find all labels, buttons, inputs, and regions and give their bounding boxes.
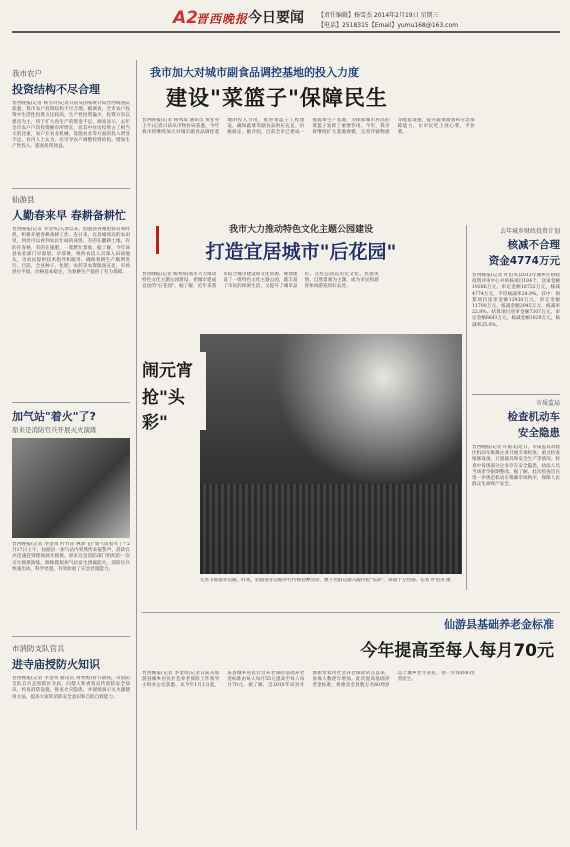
- section-title: 今日要闻: [248, 10, 304, 26]
- article-body: 晋西晚报(记者 李金凤)记者日前从仙游县城乡居民社会养老保险工作领导小组办公室获悉，从今年1月1日起，该县城乡居民社会养老保险基础养老金标准由每人每月55元提高至每人每月70元。据了解，自2010年该县开展新型农村社会养老保险试点以来，参保人数逐年增加。此次提高基础养老金标准，将惠及全县数万名60周岁以上城乡老年居民，进一步保障和改善民生。: [142, 671, 475, 689]
- contact-line: 【电话】2518315【Email】yumu168@163.com: [318, 22, 458, 29]
- kicker: 我市农户: [12, 69, 42, 78]
- kicker: 市质监局: [535, 400, 560, 407]
- divider: [12, 636, 130, 637]
- headline: 建设"菜篮子"保障民生: [166, 86, 388, 110]
- masthead-rule: [12, 31, 560, 33]
- article-body: 晋西晚报(记者 叶伯英)2013年城乡区财政投资评审中心共审核项目184个，送审金额19286万元，审定金额18732万元，核减4774万元，平均核减率24.9%。其中：预算项目送审金额12930万元，审定金额11700万元，核减金额2945万元，核减率22.8%。结算项目送审金额7307万元，审定金额6643万元，核减金额1829万元，核减率25.0%。: [472, 273, 560, 328]
- article-body: 晋西晚报(记者 杨秀琼)我市大力推动特色文化主题公园建设，把城市建成宜居的"后花园"。据了解，近年来我市结合城市建设和文化资源，规划建设了一批特色文化主题公园，既丰富了市民的休闲生活，又提升了城市品位。这些公园以历史文化、民俗风情、自然景观为主题，成为市民和游客休闲游览的好去处。: [142, 272, 379, 290]
- article-body: 晋西晚报(记者 李金凤 叶竹萍 林梦飞)"加气站着火了!"2月17日上午，仙游县一加气站内突然传来报警声，消防官兵迅速赶到现场展开救援。原来这是消防部门组织的一次灭火救援演练。演练模拟加气站发生泄漏起火，消防官兵快速出动、科学处置，有效检验了应急处置能力。: [12, 542, 130, 572]
- article-body: 晋西晚报(记者 杨雪玲)记者日前从国家统计局晋西调查队获悉，我市农户投资结构不尽合理。据调查，全市农户投资中生活性投资占比较高，生产性投资偏少，投资方向以建房为主，用于扩大再生产的资金不足。调查显示，去年全市农户户均投资额有所增长，但其中住房投资占了相当大的比重，农户在农业机械、设施农业等方面的投入明显不足。业内人士认为，应引导农户调整投资结构，增加生产性投入，提高投资效益。: [12, 101, 130, 150]
- drill-photo: [12, 438, 130, 538]
- left-column-divider: [136, 60, 137, 830]
- lantern-festival-photo: [200, 334, 462, 574]
- accent-bar: [156, 226, 159, 254]
- headline: 加气站"着火"了?: [12, 410, 96, 423]
- crowd-texture: [200, 484, 462, 574]
- headline: 打造宜居城市"后花园": [205, 241, 397, 263]
- subtitle: 安全隐患: [518, 427, 560, 439]
- headline: 核减不合理: [507, 239, 560, 251]
- headline: 人勤春来早 春耕备耕忙: [12, 209, 126, 222]
- kicker: 我市大力推动特色文化主题公园建设: [228, 225, 373, 235]
- article-gas-station-drill: [12, 408, 130, 634]
- article-body: 晋西晚报(记者 李金凤 通讯员 黄秀梅)春节期间，市消防支队官兵走进辖区寺庙，向僧人和香客宣传消防安全知识，检查消防设施，排查火灾隐患，并现场演示灭火器使用方法，提高大家的消防安全意识和自防自救能力。: [12, 676, 130, 700]
- article-body: 晋西晚报(记者 杨秀琼 通讯员 黄亚英 王宇)记者日前从市物价局获悉，今年我市将继续加大对城市副食品调控基地的投入力度，推进菜篮子工程建设，确保蔬菜等副食品供应充足、价格稳定。据介绍，目前全市已建成一批蔬菜生产基地，为保障城市居民的菜篮子发挥了重要作用。今年，我市将继续扩大基地规模，完善冷链物流等配套设施，提升蔬菜储备和应急保障能力，让市民吃上放心菜、平价菜。: [142, 118, 475, 136]
- divider: [12, 188, 130, 189]
- lead-article: [142, 64, 560, 190]
- photo-caption: 元宵节仙游赤岳殿。昨夜，仙游县赤岳殿举行传统迎神活动，数千名群众涌入殿内抢"头彩"，场面十分热闹。记者 叶伯英 摄: [200, 578, 451, 583]
- photo-headline-line1: 闹元宵: [142, 361, 193, 381]
- page-number: A2: [173, 8, 198, 28]
- photo-headline-line2: 抢"头彩": [142, 388, 185, 433]
- pension-article: [142, 616, 560, 839]
- article-investment: [12, 68, 130, 191]
- paper-logo: 晋西晚报: [196, 12, 249, 26]
- kicker: 我市加大对城市副食品调控基地的投入力度: [150, 66, 359, 79]
- kicker: 去年城乡财政投资计划: [499, 228, 560, 235]
- kicker: 仙游县基础养老金标准: [444, 618, 554, 631]
- subtitle: 原来是消防官兵开展灭火演练: [12, 426, 97, 434]
- photo-headline-box: [142, 352, 206, 433]
- vehicle-inspection-article: [472, 398, 560, 605]
- article-spring-farming: [12, 194, 130, 395]
- audit-article: [472, 226, 560, 391]
- headline: 投资结构不尽合理: [12, 83, 100, 96]
- article-body: 晋西晚报(记者 李金凤)入春以来，仙游县各地抢抓有利时机，积极开展春耕备耕工作。连日来，在县城周边的农田里，到处可以看到农民忙碌的身影，有的在翻耕土地，有的在育秧，有的在施肥，一派繁忙景象。据了解，今年该县农业部门早谋划、早部署，组织农技人员深入田间地头，为农民提供技术指导和服务，确保春耕生产顺利进行。目前，全县种子、化肥、农药等农资储备充足，市场供应平稳，价格基本稳定，为春耕生产提供了有力保障。: [12, 227, 130, 276]
- headline: 检查机动车: [507, 411, 560, 423]
- editor-line: 【责任编辑】杨雪杰 2014年2月19日 星期三: [318, 12, 439, 19]
- kicker: 仙游县: [12, 195, 35, 204]
- bottom-divider: [142, 612, 560, 613]
- article-body: 晋西晚报(记者 许振美)近日，市质监局对辖区机动车维修企业开展专项检查，重点检查维修设备、计量器具和安全生产等情况。检查中发现部分企业存在安全隐患，执法人员当场责令限期整改。据了解，此次检查旨在进一步规范机动车维修市场秩序，保障人民群众生命财产安全。: [472, 445, 560, 488]
- kicker: 市消防支队官兵: [12, 644, 65, 653]
- divider: [12, 402, 130, 403]
- article-temple-fire-safety: [12, 643, 130, 796]
- subtitle: 资金4774万元: [488, 255, 560, 267]
- headline: 进寺庙授防火知识: [12, 658, 100, 671]
- right-column-divider: [466, 225, 467, 590]
- divider: [472, 394, 560, 395]
- headline: 今年提高至每人每月70元: [360, 641, 554, 661]
- masthead: [0, 0, 570, 50]
